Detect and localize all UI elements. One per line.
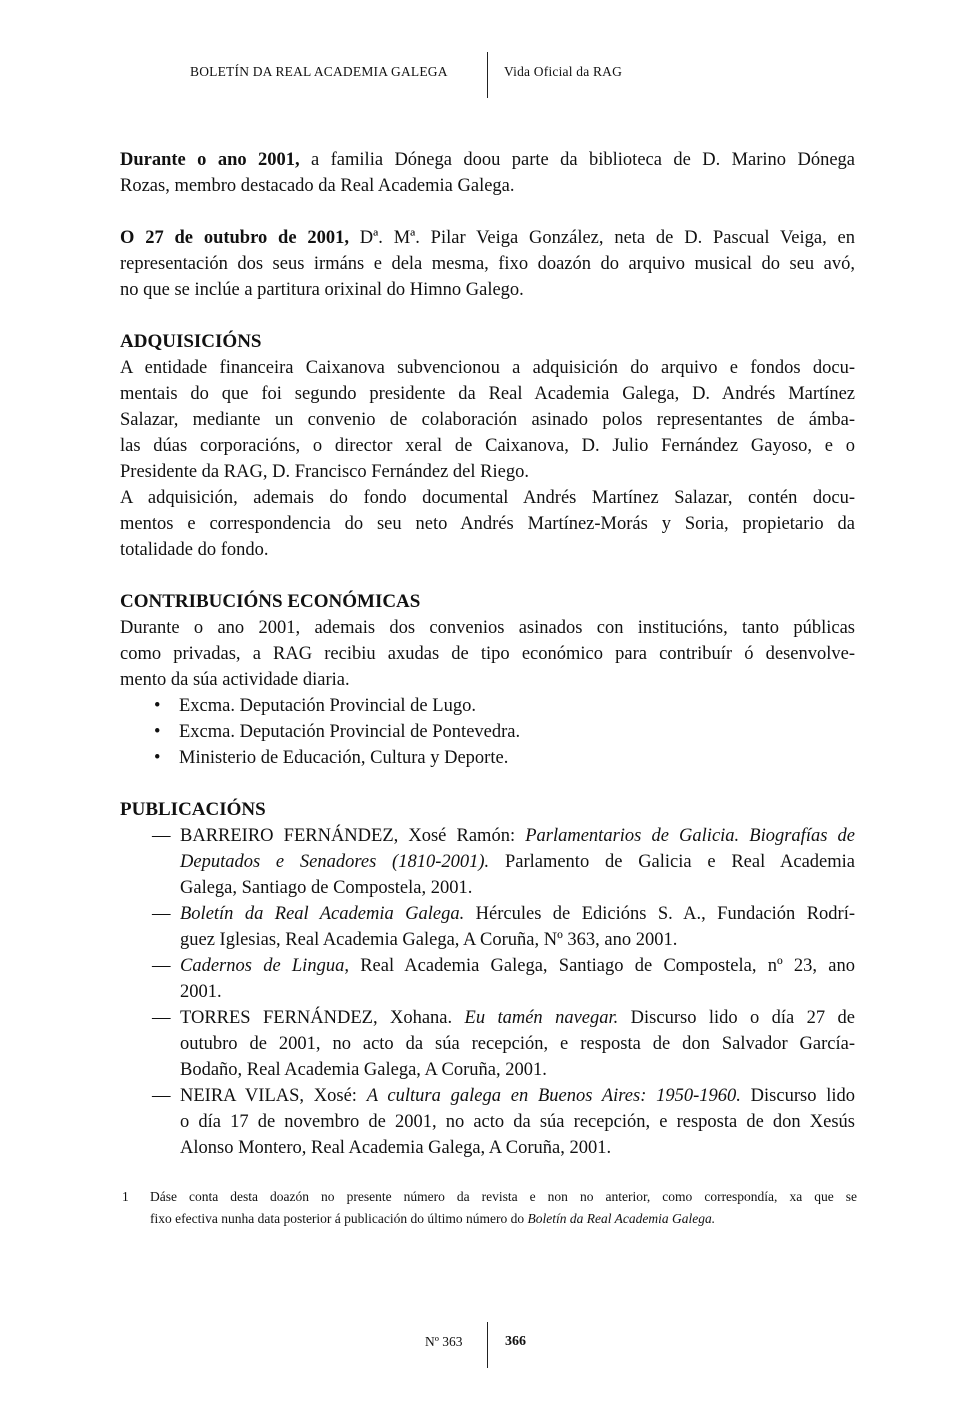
date-lead: Durante o ano 2001,	[120, 150, 300, 170]
text-run: Galega, Santiago de Compostela, 2001.	[180, 878, 473, 898]
footnote	[122, 1186, 857, 1230]
text-line	[120, 1135, 855, 1161]
section-heading: PUBLICACIÓNS	[120, 799, 266, 820]
text-line	[120, 797, 855, 823]
line-text	[120, 381, 855, 407]
italic-title: Boletín da Real Academia Galega.	[180, 904, 465, 924]
spacer	[120, 303, 855, 329]
text-line	[120, 849, 855, 875]
header-divider	[487, 52, 488, 98]
text-line	[120, 641, 855, 667]
line-text	[150, 1208, 857, 1230]
text-line	[120, 433, 855, 459]
issue-number: Nº 363	[425, 1334, 463, 1349]
running-header-journal: BOLETÍN DA REAL ACADEMIA GALEGA	[190, 64, 448, 79]
spacer	[120, 771, 855, 797]
line-text	[120, 511, 855, 537]
text-line	[120, 1057, 855, 1083]
text-run: representación dos seus irmáns e dela mesma, fixo doazón do arquivo musical do seu avó,	[120, 254, 855, 274]
text-run: Dáse conta desta doazón no presente número da revista e non no anterior, como correspondía, xa que se	[150, 1189, 857, 1204]
text-run: Hércules de Edicións S. A., Fundación Rodrí-	[464, 904, 855, 924]
text-line	[120, 745, 855, 771]
line-text	[180, 1083, 855, 1109]
line-text	[120, 329, 855, 355]
page-number: 366	[505, 1334, 526, 1349]
text-line	[120, 719, 855, 745]
text-line	[120, 147, 855, 173]
line-text	[120, 641, 855, 667]
text-run: Salazar, mediante un convenio de colaboración asinado polos representantes de ámba-	[120, 410, 855, 430]
italic-title: Parlamentarios de Galicia. Biografías de	[525, 826, 855, 846]
dash-marker: —	[152, 826, 171, 846]
text-run: mento da súa actividade diaria.	[120, 670, 350, 690]
text-line	[120, 173, 855, 199]
text-line	[120, 277, 855, 303]
text-run: o día 17 de novembro de 2001, no acto da súa recepción, e resposta de don Xesús	[180, 1112, 855, 1132]
line-text	[180, 849, 855, 875]
spacer	[120, 563, 855, 589]
line-text	[120, 485, 855, 511]
bullet-icon: •	[154, 696, 161, 716]
italic-title: Boletín da Real Academia Galega.	[527, 1211, 716, 1226]
text-run: , Real Academia Galega, Santiago de Compostela, nº 23, ano	[344, 956, 856, 976]
line-text	[120, 433, 855, 459]
text-line	[120, 693, 855, 719]
italic-title: Eu tamén navegar.	[464, 1008, 619, 1028]
body-text	[120, 147, 855, 1161]
footnote-number: 1	[122, 1189, 129, 1204]
line-text	[120, 797, 855, 823]
line-text	[180, 875, 855, 901]
text-run: BARREIRO FERNÁNDEZ, Xosé Ramón:	[180, 826, 526, 846]
text-line	[120, 979, 855, 1005]
line-text	[120, 173, 855, 199]
line-text	[180, 1109, 855, 1135]
text-run: Ministerio de Educación, Cultura y Deporte.	[179, 748, 509, 768]
text-run: como privadas, a RAG recibiu axudas de tipo económico para contribuír ó desenvolve-	[120, 644, 855, 664]
line-text	[180, 979, 855, 1005]
text-run: no que se inclúe a partitura orixinal do Himno Galego.	[120, 280, 524, 300]
line-text	[180, 1031, 855, 1057]
text-run: totalidade do fondo.	[120, 540, 269, 560]
text-line	[120, 823, 855, 849]
bullet-icon: •	[154, 748, 161, 768]
line-text	[179, 693, 855, 719]
text-line	[120, 225, 855, 251]
text-run: Durante o ano 2001, ademais dos convenios asinados con institucións, tanto públicas	[120, 618, 855, 638]
line-text	[150, 1186, 857, 1208]
line-text	[180, 901, 855, 927]
dash-marker: —	[152, 956, 171, 976]
text-run: A entidade financeira Caixanova subvencionou a adquisición do arquivo e fondos docu-	[120, 358, 855, 378]
bullet-icon: •	[154, 722, 161, 742]
text-run: Rozas, membro destacado da Real Academia Galega.	[120, 176, 515, 196]
text-line	[120, 615, 855, 641]
text-run: TORRES FERNÁNDEZ, Xohana.	[180, 1008, 465, 1028]
text-line	[120, 927, 855, 953]
text-run: Parlamento de Galicia e Real Academia	[489, 852, 855, 872]
text-run: Bodaño, Real Academia Galega, A Coruña, 2001.	[180, 1060, 547, 1080]
text-line	[122, 1208, 857, 1230]
text-run: mentos e correspondencia do seu neto Andrés Martínez-Morás y Soria, propietario da	[120, 514, 855, 534]
text-line	[122, 1186, 857, 1208]
text-run: Discurso lido o día 27 de	[618, 1008, 855, 1028]
dash-marker: —	[152, 904, 171, 924]
line-text	[120, 615, 855, 641]
text-run: las dúas corporacións, o director xeral de Caixanova, D. Julio Fernández Gayoso, e o	[120, 436, 855, 456]
text-run: Presidente da RAG, D. Francisco Fernández del Riego.	[120, 462, 529, 482]
date-lead: O 27 de outubro de 2001,	[120, 228, 349, 248]
line-text	[120, 537, 855, 563]
text-line	[120, 1109, 855, 1135]
italic-title: A cultura galega en Buenos Aires: 1950-1960.	[366, 1086, 741, 1106]
text-line	[120, 355, 855, 381]
line-text	[180, 1057, 855, 1083]
text-line	[120, 459, 855, 485]
line-text	[120, 355, 855, 381]
text-line	[120, 1005, 855, 1031]
text-run: NEIRA VILAS, Xosé:	[180, 1086, 367, 1106]
line-text	[179, 745, 855, 771]
text-line	[120, 1031, 855, 1057]
line-text	[120, 225, 855, 251]
italic-title: Deputados e Senadores (1810-2001).	[180, 852, 490, 872]
text-line	[120, 537, 855, 563]
text-line	[120, 329, 855, 355]
line-text	[180, 1135, 855, 1161]
section-heading: ADQUISICIÓNS	[120, 331, 262, 352]
text-line	[120, 511, 855, 537]
dash-marker: —	[152, 1086, 171, 1106]
line-text	[180, 953, 855, 979]
line-text	[120, 147, 855, 173]
footer-divider	[487, 1322, 488, 1368]
text-run: Discurso lido	[740, 1086, 855, 1106]
line-text	[180, 823, 855, 849]
text-line	[120, 485, 855, 511]
text-line	[120, 407, 855, 433]
line-text	[180, 1005, 855, 1031]
line-text	[120, 667, 855, 693]
text-run: Excma. Deputación Provincial de Pontevedra.	[179, 722, 521, 742]
text-run: a familia Dónega doou parte da biblioteca de D. Marino Dónega	[299, 150, 855, 170]
text-line	[120, 667, 855, 693]
text-run: 2001.	[180, 982, 222, 1002]
text-line	[120, 251, 855, 277]
line-text	[120, 277, 855, 303]
text-run: Dª. Mª. Pilar Veiga González, neta de D. Pascual Veiga, en	[348, 228, 856, 248]
text-line	[120, 589, 855, 615]
text-line	[120, 901, 855, 927]
section-heading: CONTRIBUCIÓNS ECONÓMICAS	[120, 591, 421, 612]
text-line	[120, 875, 855, 901]
text-line	[120, 381, 855, 407]
spacer	[120, 199, 855, 225]
text-run: Alonso Montero, Real Academia Galega, A Coruña, 2001.	[180, 1138, 612, 1158]
text-run: mentais do que foi segundo presidente da Real Academia Galega, D. Andrés Martínez	[120, 384, 855, 404]
dash-marker: —	[152, 1008, 171, 1028]
running-header-section: Vida Oficial da RAG	[504, 64, 623, 79]
line-text	[180, 927, 855, 953]
text-line	[120, 1083, 855, 1109]
line-text	[120, 589, 855, 615]
text-run: fixo efectiva nunha data posterior á publicación do último número do	[150, 1211, 528, 1226]
line-text	[120, 251, 855, 277]
text-line	[120, 953, 855, 979]
line-text	[179, 719, 855, 745]
text-run: outubro de 2001, no acto da súa recepción, e resposta de don Salvador García-	[180, 1034, 855, 1054]
line-text	[120, 459, 855, 485]
text-run: guez Iglesias, Real Academia Galega, A Coruña, Nº 363, ano 2001.	[180, 930, 678, 950]
text-run: A adquisición, ademais do fondo documental Andrés Martínez Salazar, contén docu-	[120, 488, 855, 508]
text-run: Excma. Deputación Provincial de Lugo.	[179, 696, 476, 716]
line-text	[120, 407, 855, 433]
italic-title: Cadernos de Lingua	[180, 956, 345, 976]
